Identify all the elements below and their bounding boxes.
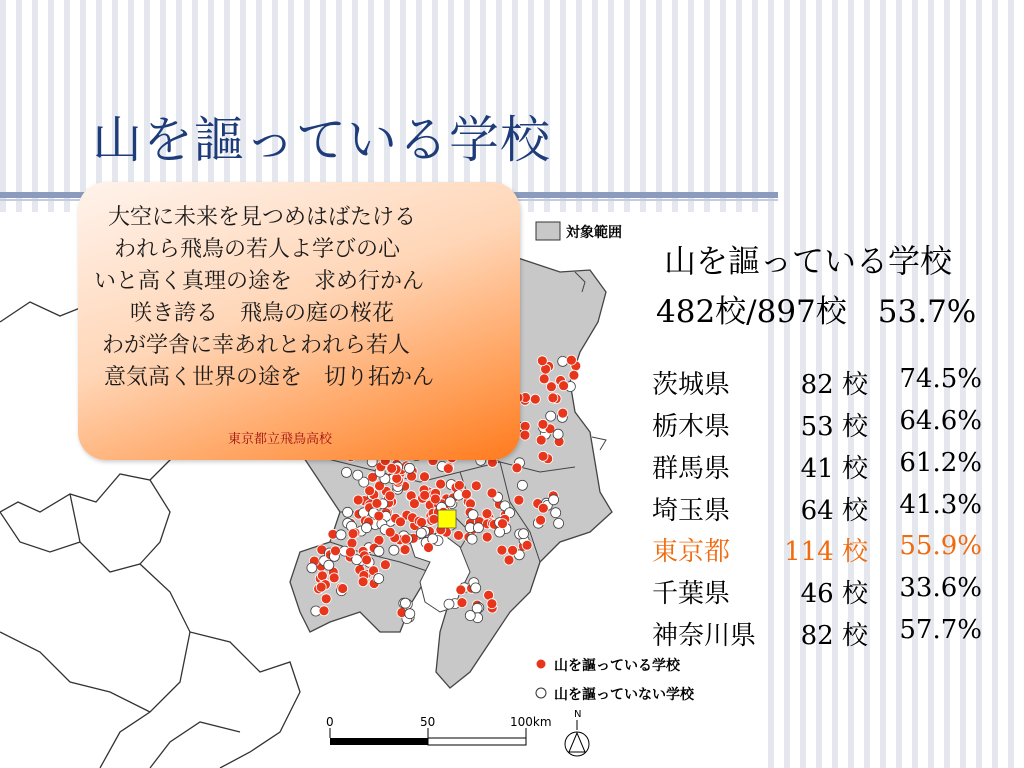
not-singing-school-dot bbox=[324, 560, 334, 570]
prefecture-percent: 41.3% bbox=[899, 490, 982, 520]
singing-school-dot bbox=[417, 517, 427, 527]
singing-school-dot bbox=[346, 547, 356, 557]
singing-school-dot bbox=[358, 577, 368, 587]
not-singing-school-dot bbox=[551, 508, 561, 518]
singing-school-dot bbox=[400, 545, 410, 555]
singing-school-dot bbox=[530, 394, 540, 404]
scale-label-50: 50 bbox=[420, 715, 436, 729]
singing-school-dot bbox=[392, 473, 402, 483]
prefecture-row bbox=[652, 615, 1012, 655]
prefecture-percent: 61.2% bbox=[899, 448, 982, 478]
singing-school-dot bbox=[569, 370, 579, 380]
not-singing-school-dot bbox=[343, 507, 353, 517]
singing-school-dot bbox=[429, 514, 439, 524]
singing-school-dot bbox=[536, 515, 546, 525]
singing-school-dot bbox=[522, 540, 532, 550]
school-song-box bbox=[78, 182, 520, 460]
not-singing-school-dot bbox=[445, 497, 455, 507]
singing-school-dot bbox=[482, 509, 492, 519]
singing-school-dot bbox=[319, 606, 329, 616]
prefecture-percent: 33.6% bbox=[899, 573, 982, 603]
prefecture-name: 茨城県 bbox=[652, 370, 731, 400]
singing-school-dot bbox=[409, 499, 419, 509]
singing-school-dot bbox=[504, 555, 514, 565]
scale-label-0: 0 bbox=[326, 715, 334, 729]
singing-school-dot bbox=[454, 530, 464, 540]
not-singing-school-dot bbox=[405, 463, 415, 473]
prefecture-percent: 57.7% bbox=[899, 615, 982, 645]
not-singing-school-dot bbox=[336, 530, 346, 540]
legend-area-swatch bbox=[536, 222, 560, 240]
singing-school-dot bbox=[514, 495, 524, 505]
prefecture-percent: 55.9% bbox=[899, 531, 982, 561]
singing-school-dot bbox=[353, 495, 363, 505]
singing-school-dot bbox=[424, 543, 434, 553]
song-line-4: 咲き誇る 飛鳥の庭の桜花 bbox=[130, 301, 395, 326]
not-singing-school-dot bbox=[465, 611, 475, 621]
prefecture-count: 53 校 bbox=[800, 412, 868, 442]
prefecture-name: 東京都 bbox=[652, 537, 731, 567]
not-singing-school-dot bbox=[353, 470, 363, 480]
singing-school-dot bbox=[487, 599, 497, 609]
singing-school-dot bbox=[558, 408, 568, 418]
legend-not-singing-label: 山を謳っていない学校 bbox=[554, 687, 694, 703]
song-line-5: わが学舎に幸あれとわれら若人 bbox=[102, 333, 411, 358]
singing-school-dot bbox=[372, 498, 382, 508]
song-line-1: 大空に未来を見つめはばたける bbox=[108, 205, 417, 230]
prefecture-row bbox=[652, 448, 1012, 488]
prefecture-name: 千葉県 bbox=[652, 579, 731, 609]
legend-not-singing-dot bbox=[536, 688, 546, 698]
asuka-school-marker bbox=[438, 510, 456, 528]
not-singing-school-dot bbox=[362, 523, 372, 533]
not-singing-school-dot bbox=[444, 599, 454, 609]
slide-title: 山を謳っている学校 bbox=[92, 111, 551, 169]
north-arrow-icon bbox=[565, 709, 589, 756]
not-singing-school-dot bbox=[468, 510, 478, 520]
singing-school-dot bbox=[338, 584, 348, 594]
legend-singing-label: 山を謳っている学校 bbox=[554, 658, 680, 674]
prefecture-count: 82 校 bbox=[800, 370, 868, 400]
singing-school-dot bbox=[559, 381, 569, 391]
prefecture-row bbox=[652, 406, 1012, 446]
not-singing-school-dot bbox=[467, 534, 477, 544]
prefecture-count: 41 校 bbox=[800, 454, 868, 484]
not-singing-school-dot bbox=[517, 480, 527, 490]
singing-school-dot bbox=[420, 490, 430, 500]
singing-school-dot bbox=[539, 374, 549, 384]
not-singing-school-dot bbox=[473, 523, 483, 533]
singing-school-dot bbox=[457, 598, 467, 608]
not-singing-school-dot bbox=[405, 609, 415, 619]
prefecture-name: 群馬県 bbox=[652, 454, 731, 484]
singing-school-dot bbox=[385, 527, 395, 537]
singing-school-dot bbox=[329, 573, 339, 583]
singing-school-dot bbox=[512, 463, 522, 473]
legend-area-label: 対象範囲 bbox=[566, 225, 622, 241]
not-singing-school-dot bbox=[554, 518, 564, 528]
prefecture-count: 46 校 bbox=[800, 579, 868, 609]
singing-school-dot bbox=[538, 419, 548, 429]
prefecture-name: 栃木県 bbox=[652, 412, 731, 442]
singing-school-dot bbox=[482, 532, 492, 542]
singing-school-dot bbox=[365, 486, 375, 496]
singing-school-dot bbox=[461, 489, 471, 499]
not-singing-school-dot bbox=[307, 563, 317, 573]
not-singing-school-dot bbox=[546, 411, 556, 421]
singing-school-dot bbox=[316, 582, 326, 592]
not-singing-school-dot bbox=[549, 495, 559, 505]
singing-school-dot bbox=[538, 451, 548, 461]
singing-school-dot bbox=[362, 555, 372, 565]
singing-school-dot bbox=[520, 430, 530, 440]
singing-school-dot bbox=[537, 356, 547, 366]
singing-school-dot bbox=[430, 494, 440, 504]
prefecture-count: 64 校 bbox=[800, 496, 868, 526]
singing-school-dot bbox=[536, 435, 546, 445]
singing-school-dot bbox=[374, 511, 384, 521]
singing-school-dot bbox=[471, 481, 481, 491]
singing-school-dot bbox=[546, 382, 556, 392]
song-line-6: 意気高く世界の途を 切り拓かん bbox=[104, 365, 435, 390]
not-singing-school-dot bbox=[471, 583, 481, 593]
singing-school-dot bbox=[443, 464, 453, 474]
singing-school-dot bbox=[498, 519, 508, 529]
scale-label-100: 100km bbox=[510, 715, 552, 729]
singing-school-dot bbox=[436, 479, 446, 489]
not-singing-school-dot bbox=[374, 546, 384, 556]
singing-school-dot bbox=[380, 560, 390, 570]
singing-school-dot bbox=[401, 534, 411, 544]
stats-total: 482校/897校 53.7% bbox=[656, 294, 977, 330]
prefecture-percent: 64.6% bbox=[899, 406, 982, 436]
singing-school-dot bbox=[385, 491, 395, 501]
stats-title: 山を謳っている学校 bbox=[664, 242, 953, 280]
not-singing-school-dot bbox=[553, 429, 563, 439]
singing-school-dot bbox=[487, 488, 497, 498]
singing-school-dot bbox=[508, 545, 518, 555]
song-line-3: いと高く真理の途を 求め行かん bbox=[94, 269, 425, 294]
not-singing-school-dot bbox=[342, 467, 352, 477]
prefecture-name: 神奈川県 bbox=[652, 621, 757, 651]
singing-school-dot bbox=[348, 529, 358, 539]
prefecture-count: 114 校 bbox=[784, 537, 868, 567]
prefecture-row bbox=[652, 573, 1012, 613]
singing-school-dot bbox=[420, 472, 430, 482]
prefecture-row bbox=[652, 364, 1012, 404]
singing-school-dot bbox=[497, 545, 507, 555]
singing-school-dot bbox=[396, 517, 406, 527]
singing-school-dot bbox=[566, 355, 576, 365]
prefecture-percent: 74.5% bbox=[899, 364, 982, 394]
singing-school-dot bbox=[347, 538, 357, 548]
prefecture-row bbox=[652, 490, 1012, 530]
prefecture-row bbox=[652, 531, 1012, 571]
scale-bar bbox=[326, 715, 552, 745]
legend-singing-dot bbox=[536, 659, 546, 669]
singing-school-dot bbox=[456, 585, 466, 595]
singing-school-dot bbox=[454, 480, 464, 490]
not-singing-school-dot bbox=[416, 528, 426, 538]
singing-school-dot bbox=[321, 594, 331, 604]
prefecture-name: 埼玉県 bbox=[652, 496, 731, 526]
not-singing-school-dot bbox=[519, 529, 529, 539]
song-line-2: われら飛鳥の若人よ学びの心 bbox=[114, 237, 401, 262]
singing-school-dot bbox=[331, 546, 341, 556]
prefecture-count: 82 校 bbox=[800, 621, 868, 651]
singing-school-dot bbox=[548, 393, 558, 403]
not-singing-school-dot bbox=[389, 545, 399, 555]
not-singing-school-dot bbox=[374, 574, 384, 584]
singing-school-dot bbox=[538, 503, 548, 513]
svg-text:N: N bbox=[574, 709, 582, 720]
song-credit: 東京都立飛鳥高校 bbox=[228, 432, 333, 447]
not-singing-school-dot bbox=[400, 598, 410, 608]
